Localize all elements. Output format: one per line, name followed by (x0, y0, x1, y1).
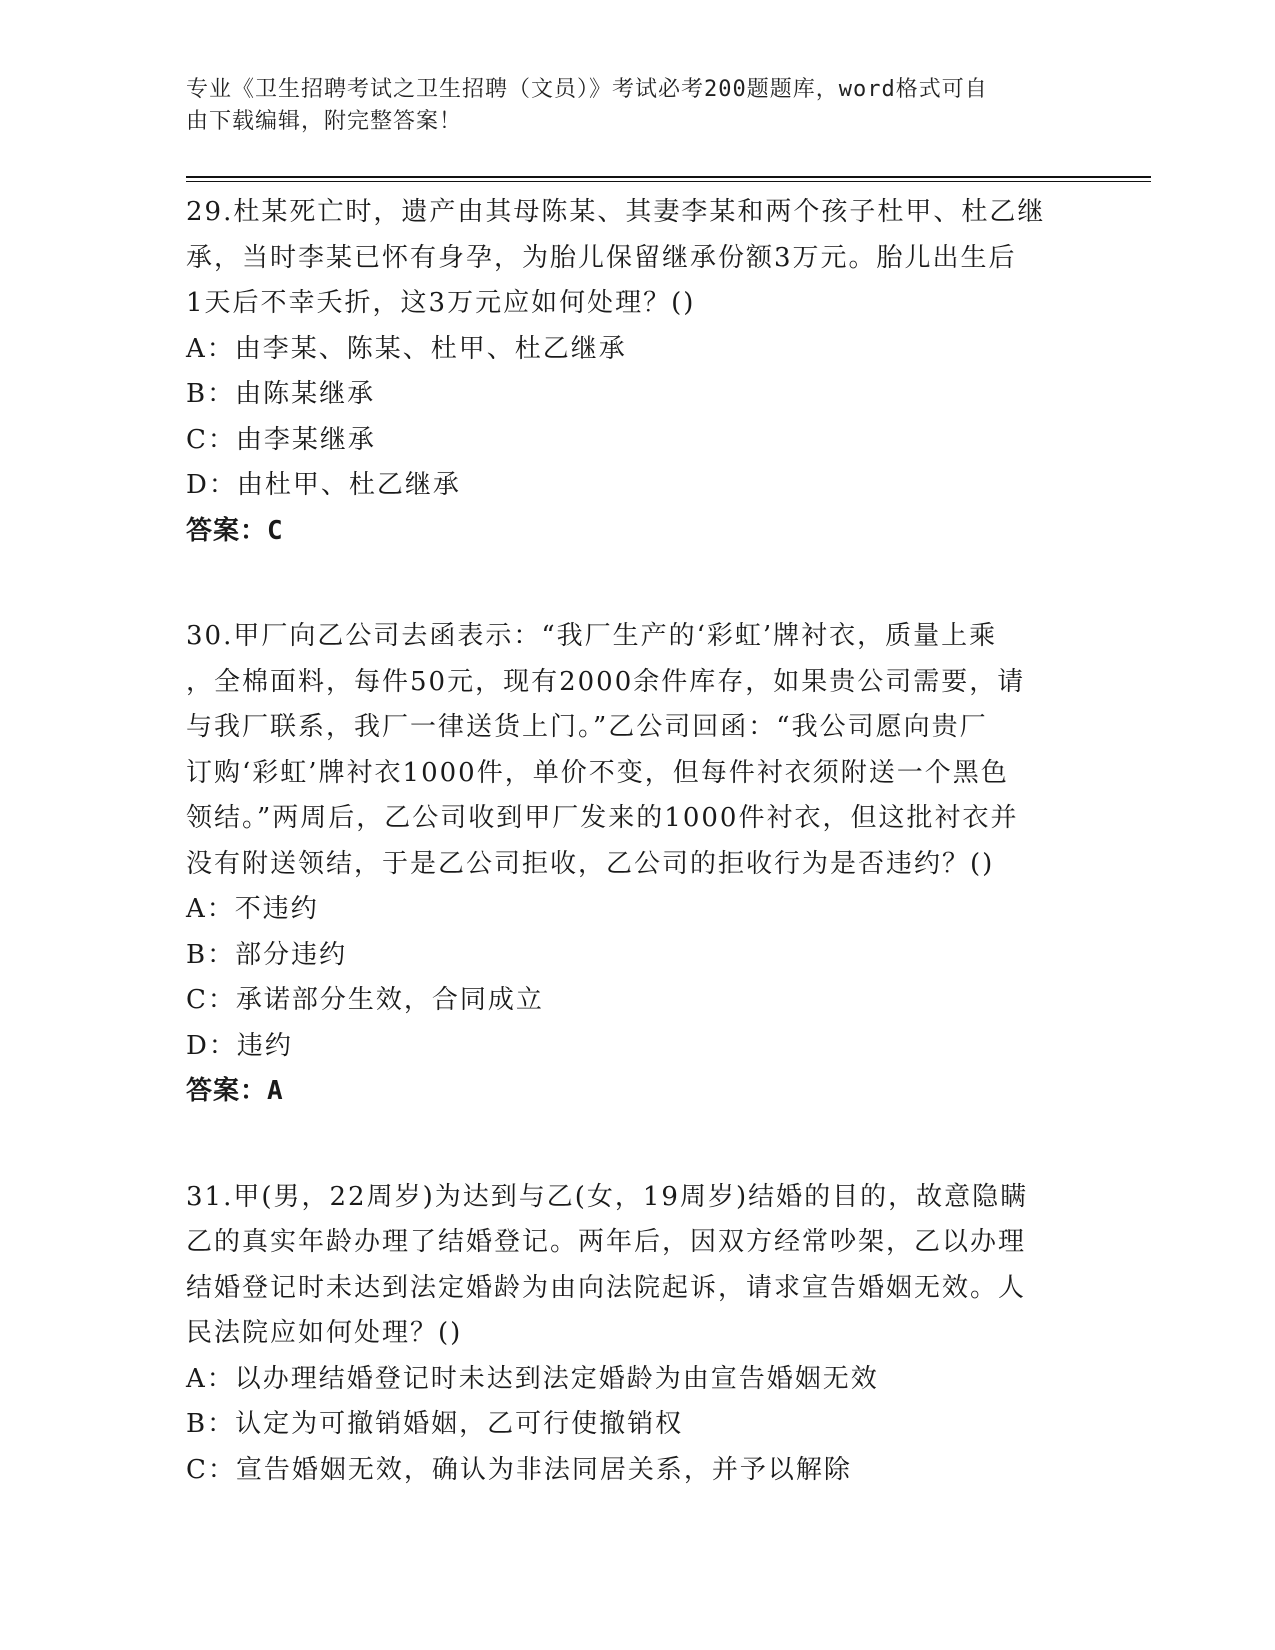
question-list (186, 190, 1066, 1515)
header-line-2: 由下载编辑，附完整答案！ (186, 109, 463, 134)
question-stem-line: 民法院应如何处理？() (186, 1318, 463, 1348)
question-stem-line: 乙的真实年龄办理了结婚登记。两年后，因双方经常吵架，乙以办理 (186, 1227, 1027, 1257)
option-b: B：部分违约 (186, 939, 348, 970)
question-stem-line: 没有附送领结，于是乙公司拒收，乙公司的拒收行为是否违约？() (186, 848, 995, 879)
option-b: B：认定为可撤销婚姻，乙可行使撤销权 (186, 1409, 684, 1439)
question-stem-line: 30.甲厂向乙公司去函表示：“我厂生产的‘彩虹’牌衬衣，质量上乘 (186, 621, 998, 651)
question-31 (186, 1175, 1066, 1494)
option-d: D：由杜甲、杜乙继承 (186, 470, 461, 500)
question-stem-line: 订购‘彩虹’牌衬衣1000件，单价不变，但每件衬衣须附送一个黑色 (186, 757, 1009, 788)
option-a: A：由李某、陈某、杜甲、杜乙继承 (186, 333, 627, 364)
question-stem-line: 领结。”两周后，乙公司收到甲厂发来的1000件衬衣，但这批衬衣并 (186, 803, 1019, 833)
option-c: C：由李某继承 (186, 424, 376, 455)
question-stem-line: 1天后不幸夭折，这3万元应如何处理？() (186, 288, 696, 318)
question-stem-line: 29.杜某死亡时，遗产由其母陈某、其妻李某和两个孩子杜甲、杜乙继 (186, 197, 1046, 227)
question-29 (186, 190, 1066, 554)
option-b: B：由陈某继承 (186, 379, 376, 409)
header-divider-thick (186, 176, 1151, 178)
header-divider-thin (186, 181, 1151, 182)
question-spacer (186, 576, 1066, 614)
option-c: C：宣告婚姻无效，确认为非法同居关系，并予以解除 (186, 1454, 852, 1485)
option-d: D：违约 (186, 1030, 293, 1061)
question-stem-line: ，全棉面料，每件50元，现有2000余件库存，如果贵公司需要，请 (186, 666, 1026, 697)
option-a: A：以办理结婚登记时未达到法定婚龄为由宣告婚姻无效 (186, 1363, 879, 1394)
answer-label: 答案：C (186, 515, 284, 546)
question-stem-line: 与我厂联系，我厂一律送货上门。”乙公司回函：“我公司愿向贵厂 (186, 712, 988, 742)
option-c: C：承诺部分生效，合同成立 (186, 985, 544, 1015)
question-spacer (186, 1137, 1066, 1175)
option-a: A：不违约 (186, 894, 319, 924)
header-line-1: 专业《卫生招聘考试之卫生招聘（文员）》考试必考200题题库，word格式可自 (186, 77, 988, 102)
question-stem-line: 结婚登记时未达到法定婚龄为由向法院起诉，请求宣告婚姻无效。人 (186, 1272, 1027, 1303)
document-header (186, 74, 1066, 138)
question-30 (186, 614, 1066, 1115)
answer-label: 答案：A (186, 1076, 284, 1106)
question-stem-line: 承，当时李某已怀有身孕，为胎儿保留继承份额3万元。胎儿出生后 (186, 242, 1017, 273)
question-stem-line: 31.甲(男，22周岁)为达到与乙(女，19周岁)结婚的目的，故意隐瞒 (186, 1181, 1029, 1212)
